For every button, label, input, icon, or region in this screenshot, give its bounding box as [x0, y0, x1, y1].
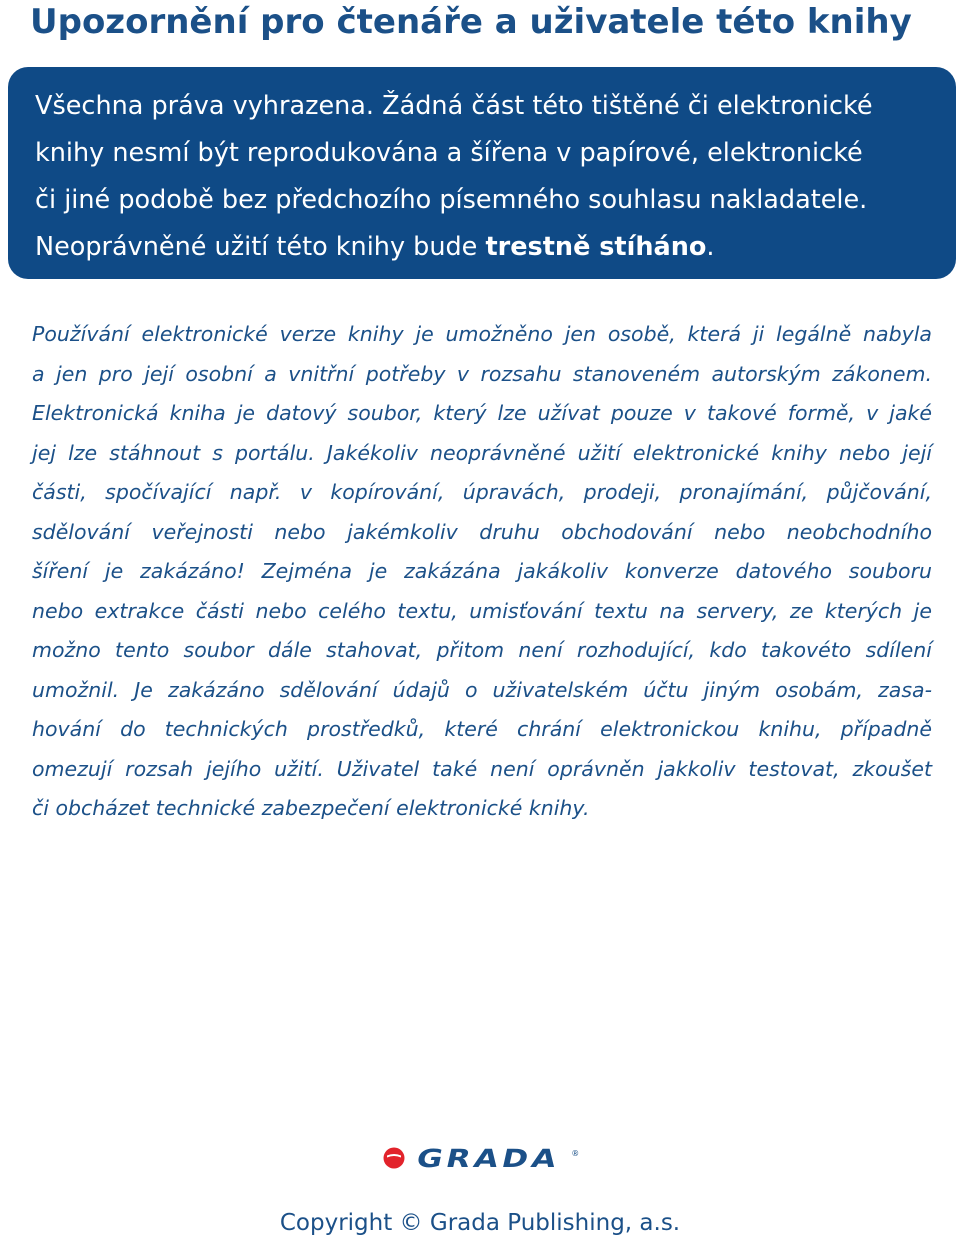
grada-wordmark: GRADA	[413, 1143, 563, 1173]
registered-mark: ®	[571, 1148, 580, 1158]
notice-emphasis: trestně stíháno	[485, 232, 707, 262]
notice-line: knihy nesmí být reprodukována a šířena v papírové, elektronické	[35, 138, 863, 168]
grada-logo-mark-icon	[383, 1147, 405, 1169]
paragraph-line: části, spočívající např. v kopírování, úpravách, prodeji, pronajímání, půjčování,	[32, 480, 932, 504]
paragraph-line: sdělování veřejnosti nebo jakémkoliv druhu obchodování nebo neobchodního	[32, 519, 932, 544]
notice-line: Všechna práva vyhrazena. Žádná část této tištěné či elektronické	[35, 91, 873, 121]
page-title: Upozornění pro čtenáře a uživatele této knihy	[30, 2, 912, 42]
copyright-notice: Copyright © Grada Publishing, a.s.	[279, 1210, 681, 1236]
notice-line-start: Neoprávněné užití této knihy bude	[35, 232, 486, 262]
paragraph-line: jej lze stáhnout s portálu. Jakékoliv neoprávněné užití elektronické knihy nebo její	[32, 440, 932, 465]
notice-line: či jiné podobě bez předchozího písemného souhlasu nakladatele.	[35, 185, 868, 215]
usage-terms-paragraph	[32, 315, 932, 829]
paragraph-line: a jen pro její osobní a vnitřní potřeby v rozsahu stanoveném autorským zákonem.	[32, 361, 932, 386]
paragraph-line: Elektronická kniha je datový soubor, který lze užívat pouze v takové formě, v jaké	[32, 401, 932, 425]
rights-notice-box	[8, 67, 956, 279]
paragraph-line: nebo extrakce části nebo celého textu, umisťování textu na servery, ze kterých je	[32, 598, 932, 623]
paragraph-line: Používání elektronické verze knihy je umožněno jen osobě, která ji legálně nabyla	[32, 322, 932, 346]
paragraph-line: šíření je zakázáno! Zejména je zakázána jakákoliv konverze datového souboru	[32, 559, 932, 583]
grada-logo	[383, 1143, 579, 1173]
paragraph-line: či obcházet technické zabezpečení elektronické knihy.	[32, 796, 590, 820]
paragraph-line: hování do technických prostředků, které chrání elektronickou knihu, případně	[32, 717, 932, 741]
notice-line-last	[35, 224, 936, 271]
paragraph-line: omezují rozsah jejího užití. Uživatel také není oprávněn jakkoliv testovat, zkoušet	[32, 756, 932, 781]
paragraph-line: možno tento soubor dále stahovat, přitom není rozhodující, kdo takovéto sdílení	[32, 638, 932, 662]
paragraph-line: umožnil. Je zakázáno sdělování údajů o uživatelském účtu jiným osobám, zasa-	[32, 677, 932, 702]
notice-line-end: .	[706, 232, 715, 262]
